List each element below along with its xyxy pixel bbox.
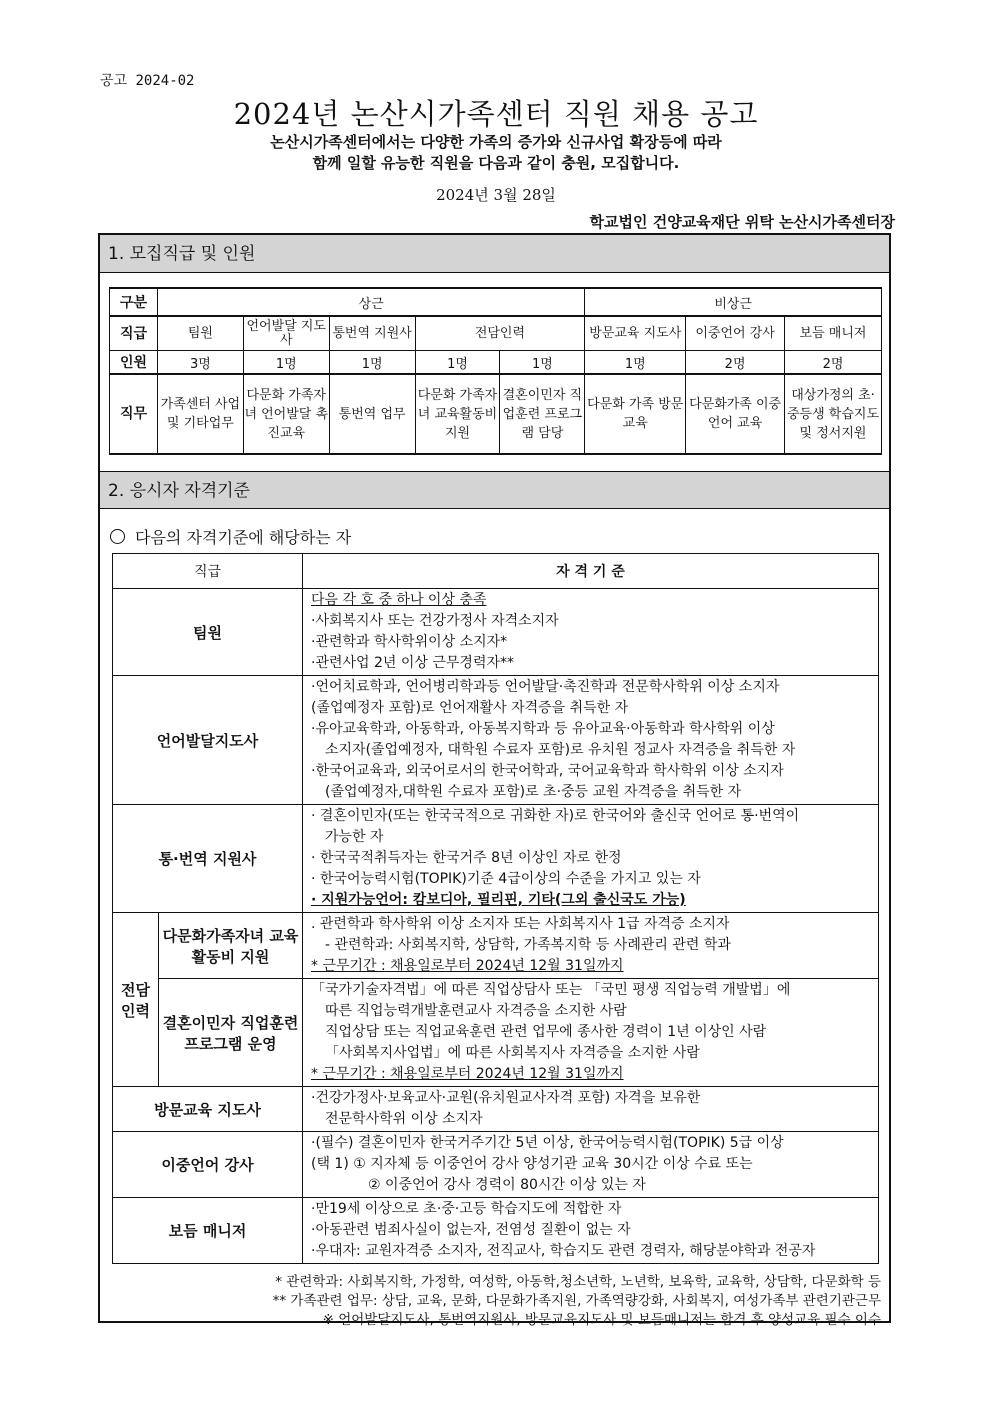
- criteria-position: 언어발달지도사: [113, 676, 303, 805]
- row-label-position: 직급: [110, 316, 158, 351]
- position-count: 1명: [500, 351, 585, 375]
- criteria-position: 방문교육 지도사: [113, 1087, 303, 1132]
- dedicated-staff-label: 전담 인력: [113, 913, 159, 1087]
- criteria-line: ·만19세 이상으로 초·중·고등 학습지도에 적합한 자: [311, 1201, 622, 1217]
- notice-date: 2024년 3월 28일: [436, 186, 556, 204]
- criteria-line: ·아동관련 범죄사실이 없는자, 전염성 질환이 없는 자: [311, 1222, 631, 1238]
- criteria-line: * 근무기간 : 채용일로부터 2024년 12월 31일까지: [311, 958, 624, 974]
- criteria-line: 다음 각 호 중 하나 이상 충족: [311, 592, 487, 608]
- criteria-line: . 관련학과 학사학위 이상 소지자 또는 사회복지사 1급 자격증 소지자: [311, 916, 730, 932]
- criteria-cell: [303, 676, 879, 805]
- position-name: 통번역 지원사: [329, 316, 415, 351]
- criteria-line: ·한국어교육과, 외국어로서의 한국어학과, 국어교육학과 학사학위 이상 소지자: [311, 763, 784, 779]
- position-name: 방문교육 지도사: [585, 316, 686, 351]
- criteria-line: ·관련학과 학사학위이상 소지자*: [311, 634, 508, 650]
- group-permanent: 상근: [157, 288, 584, 316]
- row-label-category: 구분: [110, 288, 158, 316]
- criteria-line: ·언어치료학과, 언어병리학과등 언어발달·촉진학과 전문학사학위 이상 소지자: [311, 679, 780, 695]
- row-label-duty: 직무: [110, 374, 158, 454]
- group-non-permanent: 비상근: [585, 288, 882, 316]
- criteria-subtitle: 다음의 자격기준에 해당하는 자: [135, 528, 352, 547]
- position-count: 1명: [585, 351, 686, 375]
- position-duty: 다문화 가족자녀 교육활동비 지원: [415, 374, 500, 454]
- section2-heading: 2. 응시자 자격기준: [100, 471, 889, 509]
- criteria-line: (택 1) ① 지자체 등 이중언어 강사 양성기관 교육 30시간 이상 수료 또는: [311, 1156, 753, 1172]
- intro-line-2: 함께 일할 유능한 직원을 다음과 같이 충원, 모집합니다.: [312, 154, 680, 172]
- criteria-line: 직업상담 또는 직업교육훈련 관련 업무에 종사한 경력이 1년 이상인 사람: [325, 1024, 767, 1040]
- col-header-position: 직급: [113, 554, 303, 589]
- position-count: 1명: [329, 351, 415, 375]
- criteria-line: ② 이중언어 강사 경력이 80시간 이상 있는 자: [368, 1177, 646, 1193]
- position-count: 2명: [686, 351, 785, 375]
- criteria-position: 팀원: [113, 589, 303, 676]
- criteria-cell: [303, 1198, 879, 1264]
- position-duty: 다문화가족 이중언어 교육: [686, 374, 785, 454]
- criteria-position: 결혼이민자 직업훈련 프로그램 운영: [159, 979, 303, 1087]
- position-name: 보듬 매니저: [785, 316, 882, 351]
- notice-number: 공고 2024-02: [100, 73, 195, 89]
- position-count: 1명: [243, 351, 329, 375]
- position-name-dedicated: 전담인력: [415, 316, 585, 351]
- criteria-subtitle-line: [110, 525, 351, 548]
- criteria-cell: [303, 589, 879, 676]
- criteria-cell: [303, 1132, 879, 1198]
- criteria-line: ·건강가정사·보육교사·교원(유치원교사자격 포함) 자격을 보유한: [311, 1090, 701, 1106]
- criteria-cell: [303, 805, 879, 913]
- col-header-criteria: 자 격 기 준: [303, 554, 879, 589]
- criteria-line: · 한국어능력시험(TOPIK)기준 4급이상의 수준을 가지고 있는 자: [311, 871, 701, 887]
- criteria-line: · 한국국적취득자는 한국거주 8년 이상인 자로 한정: [311, 850, 622, 866]
- row-label-headcount: 인원: [110, 351, 158, 375]
- position-duty: 다문화 가족자녀 언어발달 촉진교육: [243, 374, 329, 454]
- criteria-position: 이중언어 강사: [113, 1132, 303, 1198]
- footnote: ** 가족관련 업무: 상담, 교육, 문화, 다문화가족지원, 가족역량강화, 사회복지, 여성가족부 관련기관근무: [272, 1293, 881, 1309]
- criteria-line: ·우대자: 교원자격증 소지자, 전직교사, 학습지도 관련 경력자, 해당분야학과 전공자: [311, 1243, 816, 1259]
- position-duty: 결혼이민자 직업훈련 프로그램 담당: [500, 374, 585, 454]
- criteria-position: 다문화가족자녀 교육활동비 지원: [159, 913, 303, 979]
- criteria-line: 전문학사학위 이상 소지자: [325, 1111, 483, 1127]
- section1-heading: 1. 모집직급 및 인원: [100, 235, 889, 273]
- criteria-line: · 지원가능언어: 캄보디아, 필리핀, 기타(그외 출신국도 가능): [311, 892, 686, 908]
- criteria-line: ·유아교육학과, 아동학과, 아동복지학과 등 유아교육·아동학과 학사학위 이상: [311, 721, 775, 737]
- position-duty: 대상가정의 초·중등생 학습지도 및 정서지원: [785, 374, 882, 454]
- criteria-position: 통·번역 지원사: [113, 805, 303, 913]
- footnote: * 관련학과: 사회복지학, 가정학, 여성학, 아동학,청소년학, 노년학, 보육학, 교육학, 상담학, 다문화학 등: [275, 1274, 881, 1290]
- criteria-line: 따른 직업능력개발훈련교사 자격증을 소지한 사람: [325, 1003, 627, 1019]
- criteria-cell: [303, 913, 879, 979]
- criteria-line: ·사회복지사 또는 건강가정사 자격소지자: [311, 613, 559, 629]
- criteria-line: * 근무기간 : 채용일로부터 2024년 12월 31일까지: [311, 1066, 624, 1082]
- criteria-line: 가능한 자: [325, 829, 384, 845]
- criteria-table: [112, 553, 879, 1264]
- criteria-line: ·관련사업 2년 이상 근무경력자**: [311, 655, 514, 671]
- circle-bullet-icon: [110, 529, 125, 544]
- position-count: 2명: [785, 351, 882, 375]
- criteria-line: ·(필수) 결혼이민자 한국거주기간 5년 이상, 한국어능력시험(TOPIK) 5급 이상: [311, 1135, 784, 1151]
- position-name: 팀원: [157, 316, 243, 351]
- position-name: 언어발달 지도사: [243, 316, 329, 351]
- criteria-line: - 관련학과: 사회복지학, 상담학, 가족복지학 등 사례관리 관련 학과: [325, 937, 731, 953]
- position-duty: 가족센터 사업 및 기타업무: [157, 374, 243, 454]
- positions-table: [109, 287, 882, 455]
- criteria-line: 「사회복지사업법」에 따른 사회복지사 자격증을 소지한 사람: [325, 1045, 700, 1061]
- intro-line-1: 논산시가족센터에서는 다양한 가족의 증가와 신규사업 확장등에 따라: [270, 133, 722, 151]
- position-name: 이중언어 강사: [686, 316, 785, 351]
- criteria-line: 「국가기술자격법」에 따른 직업상담사 또는 「국민 평생 직업능력 개발법」에: [311, 982, 791, 998]
- criteria-cell: [303, 979, 879, 1087]
- page-title: 2024년 논산시가족센터 직원 채용 공고: [233, 97, 759, 131]
- position-count: 3명: [157, 351, 243, 375]
- notice-frame: [98, 233, 891, 1328]
- criteria-cell: [303, 1087, 879, 1132]
- position-duty: 통번역 업무: [329, 374, 415, 454]
- organization-name: 학교법인 건양교육재단 위탁 논산시가족센터장: [589, 213, 895, 231]
- criteria-line: 소지자(졸업예정자, 대학원 수료자 포함)로 유치원 정교사 자격증을 취득한 자: [325, 742, 796, 758]
- footnote: ※ 언어발달지도사, 통번역지원사, 방문교육지도사 및 보듬매니저는 합격 후 양성교육 필수 이수: [322, 1312, 881, 1328]
- criteria-position: 보듬 매니저: [113, 1198, 303, 1264]
- position-duty: 다문화 가족 방문 교육: [585, 374, 686, 454]
- criteria-line: (졸업예정자,대학원 수료자 포함)로 초·중등 교원 자격증을 취득한 자: [325, 784, 742, 800]
- criteria-line: · 결혼이민자(또는 한국국적으로 귀화한 자)로 한국어와 출신국 언어로 통·번역이: [311, 808, 800, 824]
- criteria-line: (졸업예정자 포함)로 언어재활사 자격증을 취득한 자: [311, 700, 629, 716]
- position-count: 1명: [415, 351, 500, 375]
